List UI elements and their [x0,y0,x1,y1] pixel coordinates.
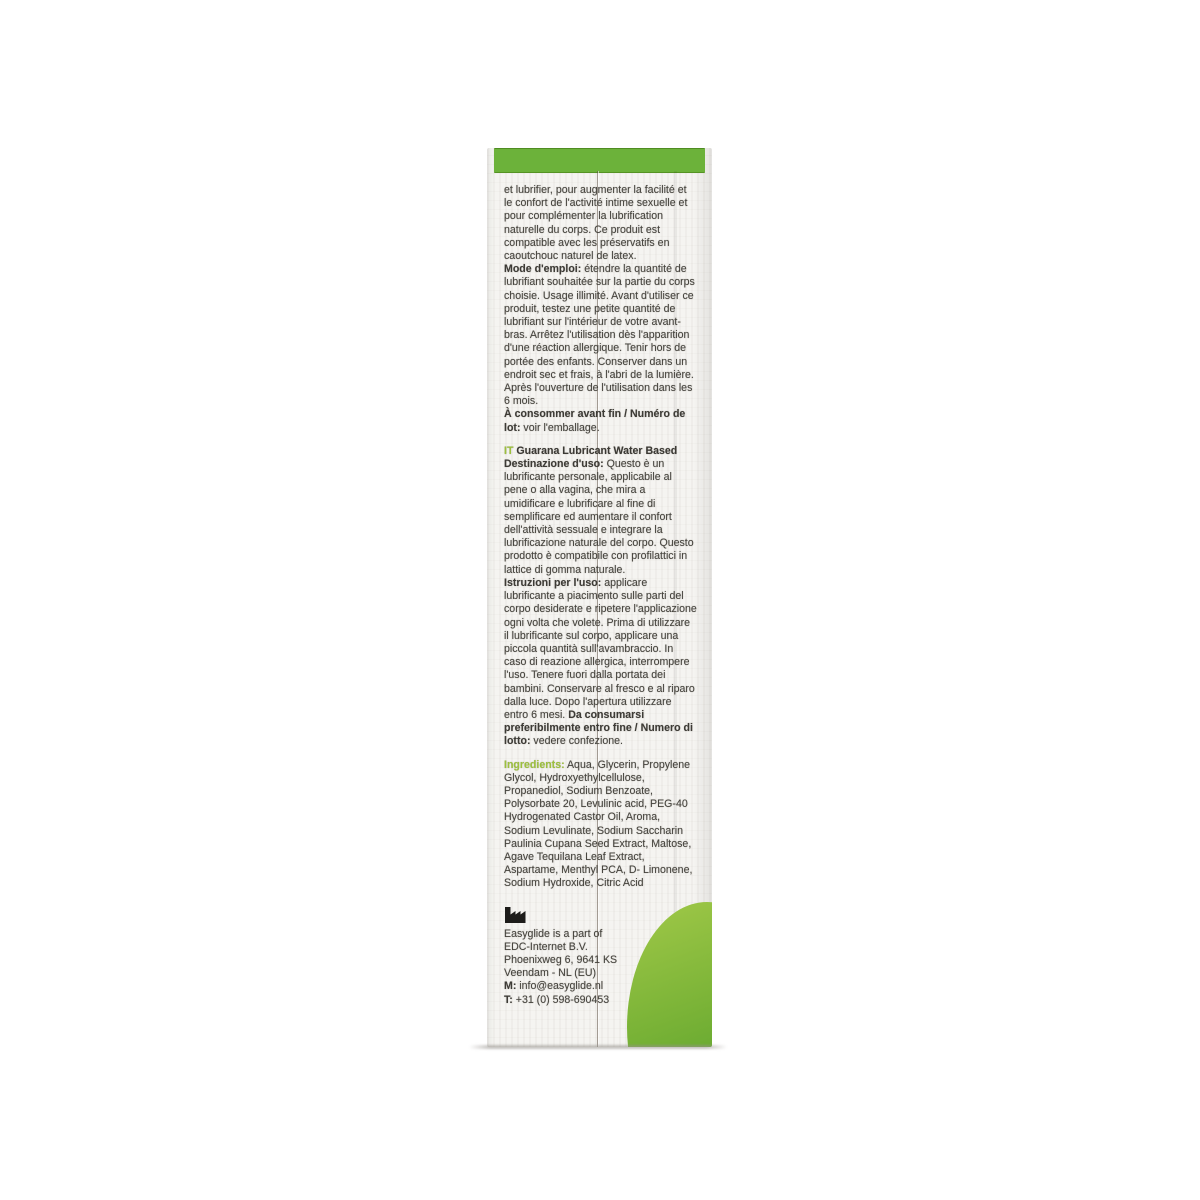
french-continuation-text: et lubrifier, pour augmenter la facilité et le confort de l'activité intime sexuelle et pour complémenter la lubrification naturelle du corps. Ce produit est compatible avec les préservatifs en caoutchouc naturel de latex. [504,184,688,263]
phone-value: +31 (0) 598-690453 [512,993,610,1006]
italian-directions-paragraph [504,577,697,749]
manufacturer-email-line [504,980,697,993]
ingredients-text: Aqua, Glycerin, Propylene Glycol, Hydroxyethylcellulose, Propanediol, Sodium Benzoate, Polysorbate 20, Levulinic acid, PEG-40 Hydrogenated Castor Oil, Aroma, Sodium Levulinate, Sodium Saccharin Paulinia Cupana Seed Extract, Maltose, Agave Tequilana Leaf Extract, Aspartame, Menthyl PCA, D- Limonene, Sodium Hydroxide, Citric Acid [504,758,693,890]
french-directions-label: Mode d'emploi: [504,263,582,276]
french-best-before-paragraph [504,408,697,434]
product-title-text: Guarana Lubricant Water Based [516,444,678,457]
section-gap [504,749,697,759]
italian-directions-text: applicare lubrificante a piacimento sulle parti del corpo desiderate e ripetere l'applicazione ogni volta che volete. Prima di utilizzare il lubrificante sul corpo, applicare una piccola quantità sull'avambraccio. In caso di reazione allergica, interrompere l'uso. Tenere fuori dalla portata dei bambini. Conservare al fresco e al riparo dalla luce. Dopo l'apertura utilizzare entro 6 mesi. [504,576,697,721]
manufacturer-line: Easyglide is a part of [504,927,603,940]
ingredients-label: Ingredients: [504,758,565,771]
box-drop-shadow [469,1045,727,1049]
email-label: M: [504,980,517,993]
french-best-before-text: voir l'emballage. [520,421,600,434]
packaging-back-panel [487,148,712,1047]
french-best-before-label: À consommer avant fin / Numéro de lot: [504,408,686,434]
label-text-column [504,184,697,1007]
email-value: info@easyglide.nl [516,980,604,993]
manufacturer-block [504,928,697,1007]
ingredients-paragraph [504,759,697,891]
section-gap [504,435,697,445]
green-top-band [494,148,705,173]
french-directions-text: étendre la quantité de lubrifiant souhaitée sur la partie du corps choisie. Usage illimité. Avant d'utiliser ce produit, testez une petite quantité de lubrifiant sur l'intérieur de votre avant-bras. Arrêtez l'utilisation dès l'apparition d'une réaction allergique. Tenir hors de portée des enfants. Conserver dans un endroit sec et frais, à l'abri de la lumière. Après l'ouverture de l'utilisation dans les 6 mois. [504,263,695,408]
italian-best-before-label: Da consumarsi preferibilmente entro fine / Numero di lotto: [504,708,693,748]
manufacturer-phone-line [504,994,697,1007]
italian-purpose-text: Questo è un lubrificante personale, applicabile al pene o alla vagina, che mira a umidificare e lubrificare al fine di semplificare ed aumentare il confort dell'attività sessuale e integrare la lubrificazione naturale del corpo. Questo prodotto è compatibile con profilattici in lattice di gomma naturale. [504,458,694,576]
manufacturer-line: EDC-Internet B.V. [504,940,588,953]
italian-purpose-label: Destinazione d'uso: [504,458,604,471]
language-tag-it: IT [504,444,514,457]
manufacturer-line: Phoenixweg 6, 9641 KS [504,953,618,966]
french-usage-paragraph [504,184,697,263]
manufacturer-line: Veendam - NL (EU) [504,967,597,980]
factory-icon [504,903,697,924]
italian-purpose-paragraph [504,458,697,577]
french-directions-paragraph [504,263,697,408]
phone-label: T: [504,993,513,1006]
italian-directions-label: Istruzioni per l'uso: [504,576,602,589]
italian-best-before-text: vedere confezione. [530,735,623,748]
italian-product-title [504,445,697,458]
